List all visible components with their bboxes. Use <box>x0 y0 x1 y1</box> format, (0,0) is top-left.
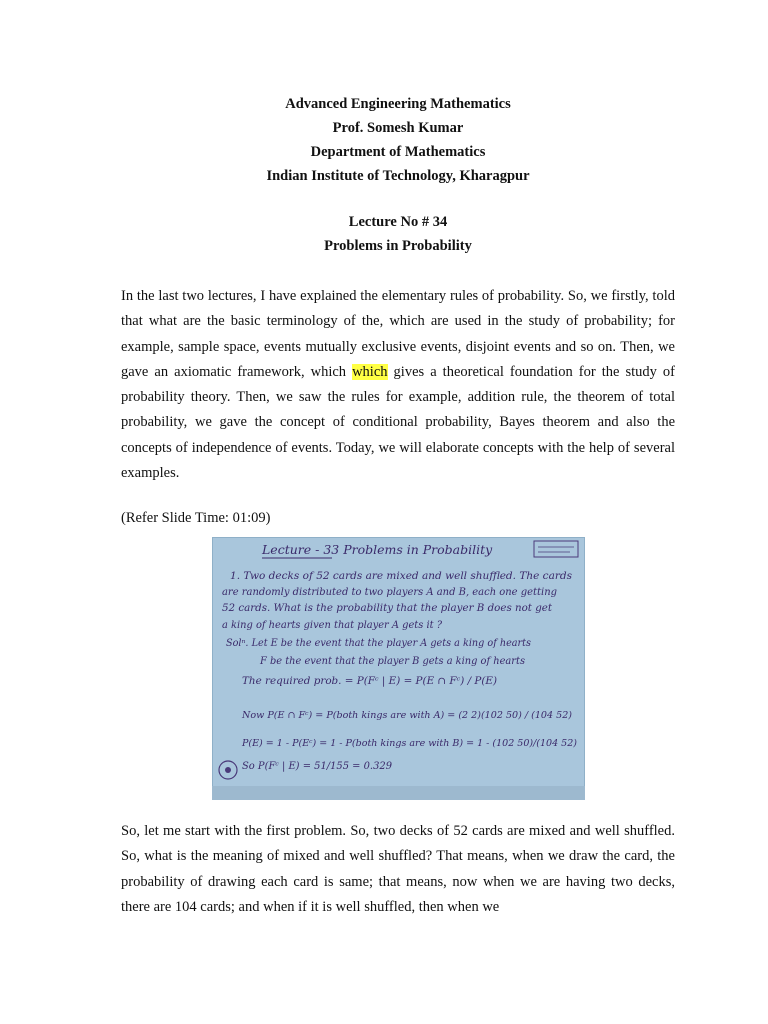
slide-line-1: 1. Two decks of 52 cards are mixed and well shuffled. The cards <box>230 571 572 582</box>
slide-line-4: a king of hearts given that player A gets it ? <box>222 620 443 631</box>
slide-bottom-strip <box>212 786 585 800</box>
lecture-number: Lecture No # 34 <box>348 214 448 230</box>
slide-line-8: Now P(E ∩ Fᶜ) = P(both kings are with A) = (2 2)(102 50) / (104 52) <box>240 710 573 721</box>
department-name: Department of Mathematics <box>310 144 486 160</box>
problem-discussion-paragraph: So, let me start with the first problem. So, two decks of 52 cards are mixed and well shuffled. So, what is the meaning of mixed and well shuffled? That means, when we draw the card, the probability of drawing each card is same; that means, now when we are having two decks, there are 104 cards; and when if it is well shuffled, then when we <box>121 823 675 915</box>
slide-line-10: So P(Fᶜ | E) = 51/155 = 0.329 <box>242 761 393 772</box>
intro-paragraph <box>121 284 675 486</box>
slide-line-6: F be the event that the player B gets a king of hearts <box>258 656 525 667</box>
slide-line-2: are randomly distributed to two players A and B, each one getting <box>222 587 557 598</box>
slide-line-3: 52 cards. What is the probability that the player B does not get <box>222 603 553 614</box>
document-page <box>121 0 675 532</box>
handwritten-slide <box>212 537 585 800</box>
slide-line-9: P(E) = 1 - P(Eᶜ) = 1 - P(both kings are with B) = 1 - (102 50)/(104 52) <box>240 738 578 749</box>
intro-text-start: In the last two lectures, I have explained the elementary rules of probability. So, we firstly, told that what are the basic terminology of the, which are used in the study of probability; for example, sample space, events mutually exclusive events, disjoint events and so on. Then, we gave an axiomatic framework, which <box>121 288 675 380</box>
intro-text-end: gives a theoretical foundation for the study of probability theory. Then, we saw the rules for example, addition rule, the theorem of total probability, we gave the concept of conditional probability, Bayes theorem and also the concepts of independence of events. Today, we will elaborate concepts with the help of several examples. <box>121 363 675 482</box>
slide-line-7: The required prob. = P(Fᶜ | E) = P(E ∩ Fᶜ) / P(E) <box>242 676 498 687</box>
lecture-slide-image <box>212 537 585 800</box>
slide-title: Lecture - 33 Problems in Probability <box>262 542 493 557</box>
course-title: Advanced Engineering Mathematics <box>285 96 511 112</box>
professor-name: Prof. Somesh Kumar <box>332 120 464 136</box>
institute-name: Indian Institute of Technology, Kharagpur <box>266 168 530 184</box>
slide-time-reference: (Refer Slide Time: 01:09) <box>121 510 271 527</box>
lecture-topic: Problems in Probability <box>324 238 472 254</box>
slide-stamp-box <box>534 541 578 557</box>
slide-line-5: Solⁿ. Let E be the event that the player A gets a king of hearts <box>226 638 531 649</box>
highlighted-word: which <box>352 363 388 380</box>
